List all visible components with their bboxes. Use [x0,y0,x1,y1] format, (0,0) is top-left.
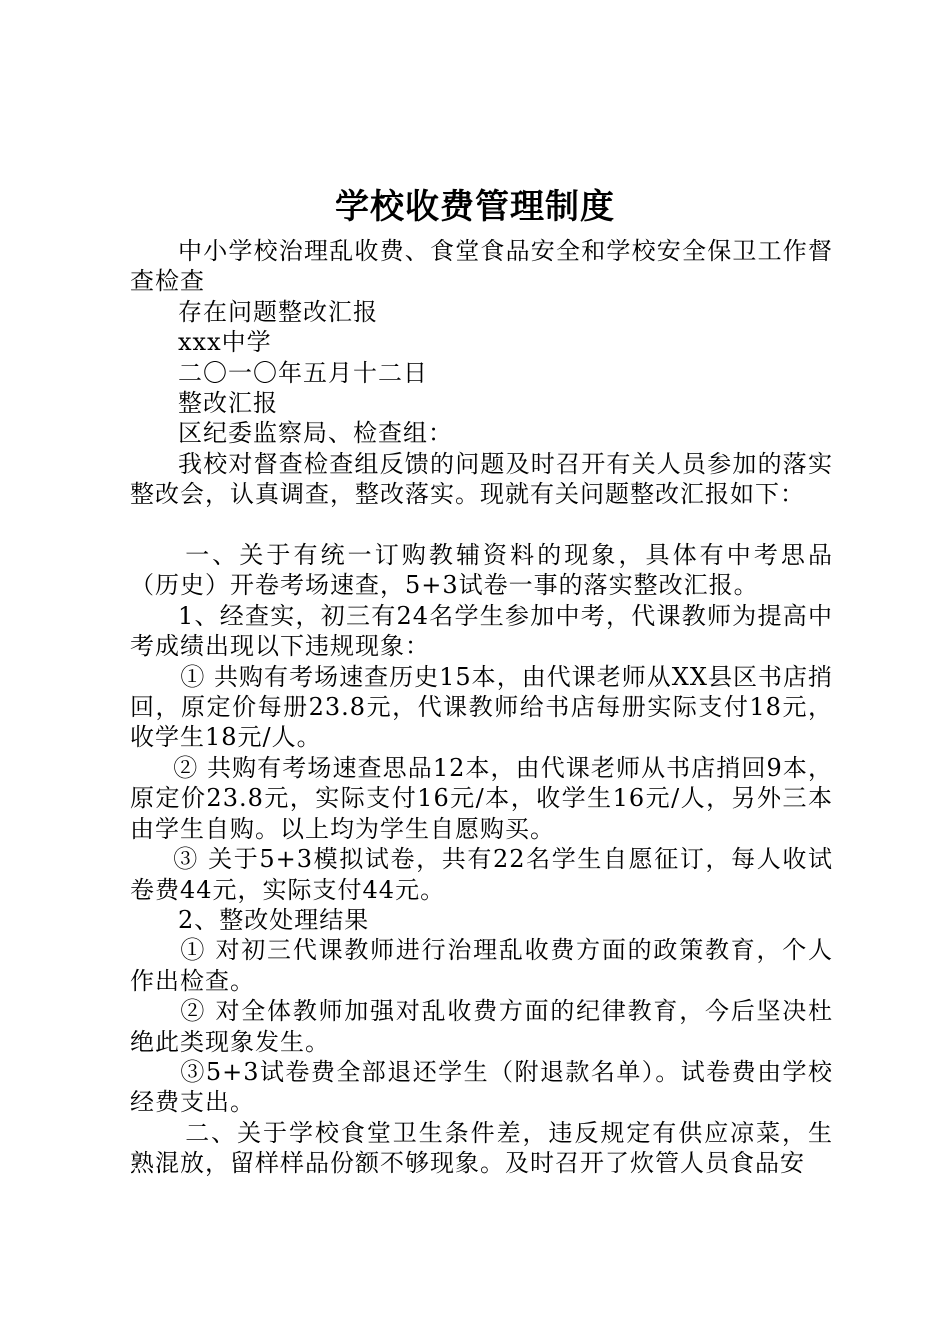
paragraph-report-heading: 整改汇报 [178,389,278,418]
document-title: 学校收费管理制度 [335,187,615,227]
paragraph-result-1: ① 对初三代课教师进行治理乱收费方面的政策教育，个人作出检查。 [130,936,833,995]
paragraph-result-2: ② 对全体教师加强对乱收费方面的纪律教育，今后坚决杜绝此类现象发生。 [130,997,833,1056]
paragraph-result-heading: 2、整改处理结果 [178,905,370,934]
paragraph-recipient: 区纪委监察局、检查组： [178,419,453,448]
paragraph-school-name: xxx中学 [178,328,272,357]
paragraph-subject: 中小学校治理乱收费、食堂食品安全和学校安全保卫工作督查检查 [130,237,833,296]
blank-line [130,510,833,540]
paragraph-subtitle: 存在问题整改汇报 [178,297,378,326]
paragraph-finding-1: 1、经查实，初三有24名学生参加中考，代课教师为提高中考成绩出现以下违规现象： [130,601,833,661]
paragraph-intro: 我校对督查检查组反馈的问题及时召开有关人员参加的落实整改会，认真调查，整改落实。现就有关问题整改汇报如下： [130,449,833,509]
paragraph-result-3: ③5+3试卷费全部退还学生（附退款名单）。试卷费由学校经费支出。 [130,1057,833,1117]
paragraph-item-1: ① 共购有考场速查历史15本，由代课老师从XX县区书店捎回，原定价每册23.8元，代课教师给书店每册实际支付18元，收学生18元/人。 [130,662,833,752]
paragraph-item-3: ③ 关于5+3模拟试卷，共有22名学生自愿征订，每人收试卷费44元，实际支付44元。 [130,845,833,904]
document-body [130,236,833,1179]
paragraph-date: 二〇一〇年五月十二日 [178,358,428,387]
paragraph-section-two: 二、关于学校食堂卫生条件差，违反规定有供应凉菜，生熟混放，留样样品份额不够现象。及时召开了炊管人员食品安 [130,1118,833,1178]
paragraph-section-one: 一、关于有统一订购教辅资料的现象，具体有中考思品（历史）开卷考场速查，5+3试卷一事的落实整改汇报。 [130,541,833,600]
paragraph-item-2: ② 共购有考场速查思品12本，由代课老师从书店捎回9本，原定价23.8元，实际支付16元/本，收学生16元/人，另外三本由学生自购。以上均为学生自愿购买。 [130,753,833,843]
